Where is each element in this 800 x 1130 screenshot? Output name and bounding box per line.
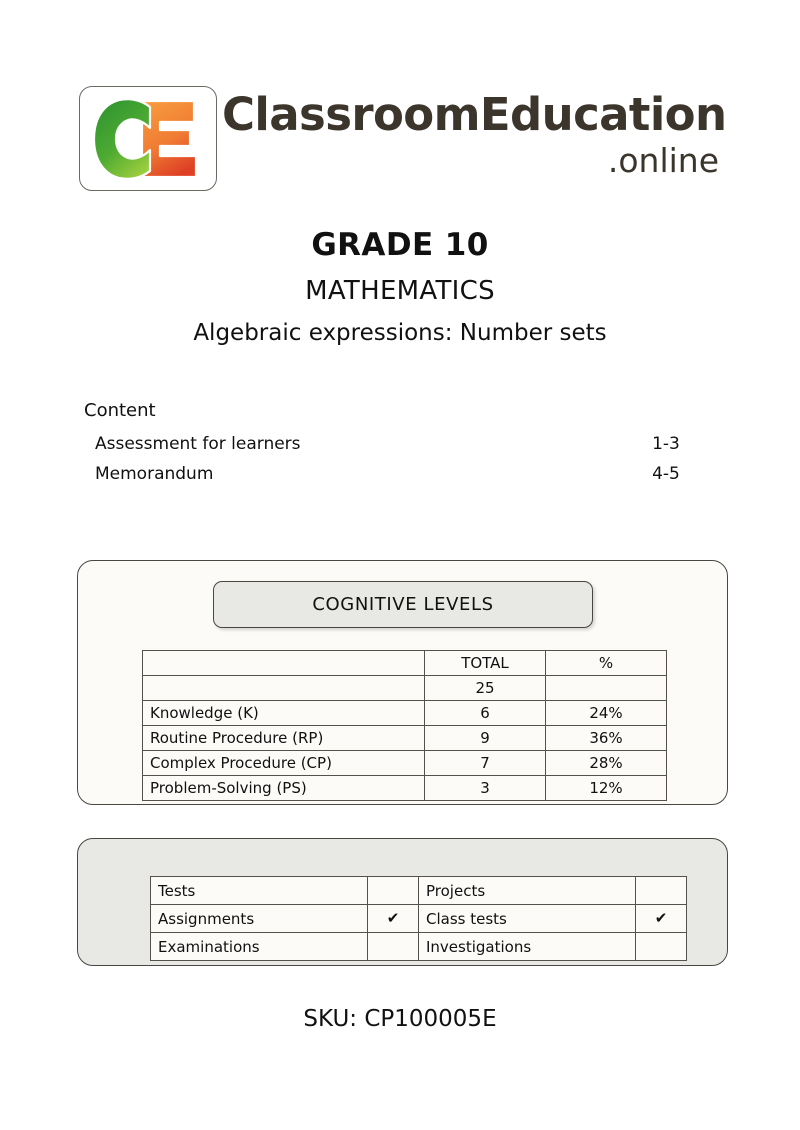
table-row [143,776,667,801]
logo-box [79,86,217,191]
cog-row-total: 6 [425,701,546,726]
sku-label: SKU: CP100005E [303,1006,497,1032]
cog-header-label [143,651,425,676]
table-row [143,726,667,751]
cognitive-levels-panel [77,560,728,805]
content-row [95,434,704,454]
assessment-checkbox-investigations[interactable] [636,933,687,961]
cog-row-percent: 12% [546,776,667,801]
page-title-topic: Algebraic expressions: Number sets [193,319,607,346]
cog-total-value: 25 [425,676,546,701]
brand-domain: .online [607,141,719,180]
cog-row-total: 3 [425,776,546,801]
brand-wordmark [222,88,727,181]
content-item-label: Memorandum [95,464,214,484]
assessment-checkbox-assignments[interactable]: ✔ [368,905,419,933]
title-block [0,228,800,346]
ce-monogram-logo-icon [90,98,206,180]
cog-row-label: Knowledge (K) [143,701,425,726]
cognitive-levels-table [142,650,667,801]
assessment-checkbox-projects[interactable] [636,877,687,905]
table-row [143,701,667,726]
cog-row-percent: 28% [546,751,667,776]
cog-row-label: Routine Procedure (RP) [143,726,425,751]
table-row-total [143,676,667,701]
assessment-types-table [150,876,687,961]
table-row [151,933,687,961]
assessment-label-investigations: Investigations [419,933,636,961]
cog-row-label: Complex Procedure (CP) [143,751,425,776]
cog-row-percent: 36% [546,726,667,751]
content-heading: Content [84,400,156,421]
table-row [151,905,687,933]
brand-name: ClassroomEducation [222,88,727,141]
content-item-label: Assessment for learners [95,434,301,454]
assessment-checkbox-class-tests[interactable]: ✔ [636,905,687,933]
content-row [95,464,704,484]
content-item-pages: 4-5 [652,464,680,484]
cognitive-levels-header-pill [213,581,593,628]
assessment-label-examinations: Examinations [151,933,368,961]
assessment-label-assignments: Assignments [151,905,368,933]
cog-row-label: Problem-Solving (PS) [143,776,425,801]
assessment-label-class-tests: Class tests [419,905,636,933]
page-title-grade: GRADE 10 [311,227,489,263]
table-row [151,877,687,905]
assessment-label-tests: Tests [151,877,368,905]
cog-header-percent: % [546,651,667,676]
assessment-types-panel [77,838,728,966]
page-title-subject: MATHEMATICS [305,275,495,306]
cog-total-label [143,676,425,701]
table-row [143,751,667,776]
document-header [0,86,800,210]
content-section [84,400,704,494]
content-item-pages: 1-3 [652,434,680,454]
assessment-checkbox-examinations[interactable] [368,933,419,961]
cog-row-total: 9 [425,726,546,751]
cog-total-percent [546,676,667,701]
cognitive-levels-title: COGNITIVE LEVELS [312,594,494,615]
cog-row-percent: 24% [546,701,667,726]
table-row-header [143,651,667,676]
cog-row-total: 7 [425,751,546,776]
cog-header-total: TOTAL [425,651,546,676]
assessment-checkbox-tests[interactable] [368,877,419,905]
assessment-label-projects: Projects [419,877,636,905]
